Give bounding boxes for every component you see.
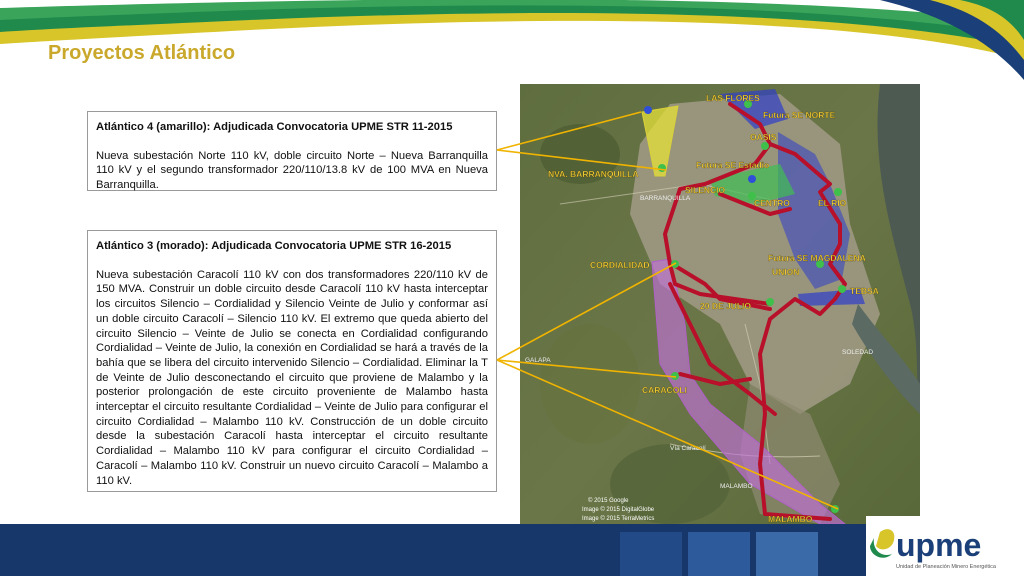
label-oasis: OASIS [750,132,777,142]
atlantico4-panel [87,111,497,191]
label-cordialidad: CORDIALIDAD [590,260,650,270]
page-title: Proyectos Atlántico [48,42,236,64]
place-galapa: GALAPA [525,357,551,364]
logo-text: upme [896,527,982,563]
atlantico4-body: Nueva subestación Norte 110 kV, doble circuito Norte – Nueva Barranquilla 110 kV y el segundo transformador 220/110/13.8 kV de 100 MVA en Nueva Barranquilla. [96,149,488,192]
footer-tile [756,532,818,576]
label-20-de-julio: 20 DE JULIO [700,301,752,311]
label-silencio: SILENCIO [685,185,726,195]
label-centro: CENTRO [754,198,790,208]
place-barranquilla: BARRANQUILLA [640,195,691,202]
atlantico3-body: Nueva subestación Caracolí 110 kV con dos transformadores 220/110 kV de 150 MVA. Construir un doble circuito desde Caracolí 110 kV hasta interceptar los circuitos Silencio – Cordialidad y Silencio Veinte de Julio y conformar así un doble circuito Caracolí – Silencio 110 kV. El extremo que queda abierto del circuito Silencio – Veinte de Julio se conecta en Cordialidad configurando Cordialidad – Veinte de Julio, la conexión en Cordialidad se hará a través de la bahía que se libera del circuito intervenido Silencio – Cordialidad. Eliminar la T de Veinte de Julio desconectando el circuito que proviene de Malambo y la posterior prolongación de este circuito proveniente de Malambo hasta interceptar el circuito resultante Cordialidad – Veinte de Julio para configurar el circuito Cordialidad – Malambo 110 kV. Construcción de un doble circuito desde la subestación Caracolí hasta interceptar el circuito resultante Cordialidad – Malambo 110 kV para configurar el circuito Cordialidad – Caracolí – Malambo 110 kV. Construir un nuevo circuito Caracolí – Malambo a 110 kV. [96,268,488,487]
label-futura-magdalena: Futura SE MAGDALENA [768,253,866,263]
label-las-flores: LAS FLORES [706,93,760,103]
place-soledad: SOLEDAD [842,349,874,356]
map-credit-terrametrics: Image © 2015 TerraMetrics [582,516,655,522]
map-credit-digitalglobe: Image © 2015 DigitalGlobe [582,507,655,513]
field-patch [540,324,640,444]
atlantico3-panel [87,230,497,492]
label-el-rio: EL RIO [818,198,847,208]
label-union: UNION [772,267,800,277]
place-via-caracoli: Vía Caracolí [670,445,706,452]
label-futura-estadio: Futura SE Estadio [696,160,770,170]
footer-tile [620,532,682,576]
label-malambo: MALAMBO [768,514,813,524]
place-malambo: MALAMBO [720,483,753,490]
label-tebsa: TEBSA [850,286,879,296]
label-nva-barranquilla: NVA. BARRANQUILLA [548,169,639,179]
logo-tagline: Unidad de Planeación Minero Energética [896,564,996,570]
atlantico4-heading: Atlántico 4 (amarillo): Adjudicada Convocatoria UPME STR 11-2015 [96,121,453,133]
upme-logo [866,516,1024,576]
satellite-map[interactable] [520,84,920,538]
footer-tile [688,532,750,576]
atlantico3-heading: Atlántico 3 (morado): Adjudicada Convocatoria UPME STR 16-2015 [96,240,452,252]
label-futura-norte: Futura SE NORTE [763,110,836,120]
label-caracoli: CARACOLI [642,385,687,395]
map-credit-google: © 2015 Google [588,498,629,504]
